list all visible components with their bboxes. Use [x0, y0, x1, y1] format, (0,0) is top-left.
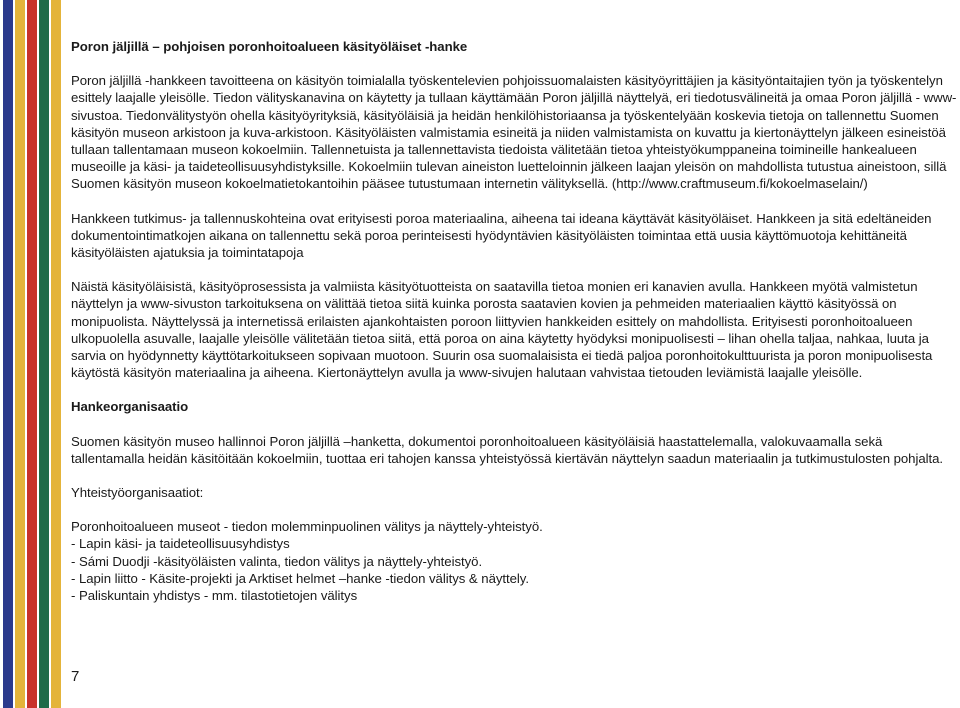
stripe-yellow-2 [51, 0, 61, 708]
stripe-red [27, 0, 37, 708]
partners-list [71, 518, 957, 604]
section-heading-organisation: Hankeorganisaatio [71, 399, 189, 415]
document-title: Poron jäljillä – pohjoisen poronhoitoalueen käsityöläiset -hanke [71, 39, 468, 54]
list-item: - Paliskuntain yhdistys - mm. tilastotietojen välitys [71, 588, 358, 604]
list-item: - Lapin käsi- ja taideteollisuusyhdistys [71, 536, 290, 552]
list-item: - Sámi Duodji -käsityöläisten valinta, tiedon välitys ja näyttely-yhteistyö. [71, 553, 483, 569]
research-paragraph: Hankkeen tutkimus- ja tallennuskohteina ovat erityisesti poroa materiaalina, aiheena tai ideana käyttävät käsityöläiset. Hankkeen ja sitä edeltäneiden dokumentointimatkojen aikana on tallennettu sekä poroa perinteisesti hyödyntävien käsityöläisten toimintaa että uusia käyttömuotoja kehittäneitä käsityöläisten ajatuksia ja toimintatapoja [71, 210, 932, 261]
page-number: 7 [71, 668, 80, 685]
stripe-green [39, 0, 49, 708]
organisation-paragraph: Suomen käsityön museo hallinnoi Poron jäljillä –hanketta, dokumentoi poronhoitoalueen käsityöläisiä haastattelemalla, valokuvaamalla sekä tallentamalla heidän käsitöitään kokoelmiin, tuottaa eri tahojen kanssa yhteistyössä kiertävän näyttelyn saadun materiaalin ja tutkimustulosten pohjalta. [71, 433, 944, 466]
stripe-blue [3, 0, 13, 708]
stripe-yellow [15, 0, 25, 708]
list-item: Poronhoitoalueen museot - tiedon molemminpuolinen välitys ja näyttely-yhteistyö. [71, 519, 543, 535]
list-item: - Lapin liitto - Käsite-projekti ja Arktiset helmet –hanke -tiedon välitys & näyttely. [71, 570, 529, 586]
decorative-stripes [0, 0, 60, 708]
partners-label: Yhteistyöorganisaatiot: [71, 485, 204, 501]
intro-paragraph: Poron jäljillä -hankkeen tavoitteena on käsityön toimialalla työskentelevien pohjoissuomalaisten käsityöyrittäjien ja käsityöntaitajien työn ja työskentelyn esittely laajalle yleisölle. Tiedon välityskanavina on käytetty ja tullaan käyttämään Poron jäljillä näyttelyä, eri tiedotusvälineitä ja omaa Poron jäljillä - www-sivustoa. Tiedonvälitystyön ohella käsityöyrityksiä, käsityöläisiä ja heidän henkilöhistoriaansa ja työskentelyään koskevia tietoja on tallennettu Suomen käsityön museon arkistoon ja kuva-arkistoon. Käsityöläisten valmistamia esineitä ja niiden valmistamista on kuvattu ja kiertonäyttelyn jälkeen esineistöä tullaan tallentamaan museon kokoelmiin. Tallennetuista ja tallennettavista tiedoista välitetään tietoa yhteistyökumppaneina toimineille hankealueen museoille ja käsi- ja taideteollisuusyhdistyksille. Kokoelmiin tulevan aineiston luetteloinnin jälkeen laajan yleisön on mahdollista tutustua aineistoon, sillä Suomen käsityön museon kokoelmatietokantoihin pääsee tutustumaan internetin välityksellä. (http://www.craftmuseum.fi/kokoelmaselain/) [71, 73, 957, 192]
exhibition-paragraph: Näistä käsityöläisistä, käsityöprosessista ja valmiista käsityötuotteista on saatavilla tietoa monien eri kanavien avulla. Hankkeen myötä valmistetun näyttelyn ja www-sivuston tarkoituksena on välittää tietoa siitä kuinka porosta saatavien kovien ja pehmeiden materiaalien käyttö käsityössä on monipuolista. Näyttelyssä ja internetissä erilaisten ajankohtaisten poroon liittyvien hankkeiden esittely on mahdollista. Erityisesti poronhoitoalueen ulkopuolella asuvalle, laajalle yleisölle välitetään tietoa siitä, että poroa on aina käytetty hyödyksi monipuolisesti – lihan ohella taljaa, nahkaa, luuta ja sarvia on hyödynnetty käyttötarkoitukseen sopivaan muotoon. Suurin osa suomalaisista ei tiedä paljoa poronhoitokulttuurista ja poron monipuolisesta käytöstä käsityön materiaalina ja aiheena. Kiertonäyttelyn avulla ja www-sivujen halutaan vahvistaa tietouden leviämistä laajalle yleisölle. [71, 279, 933, 381]
document-body [71, 38, 957, 604]
